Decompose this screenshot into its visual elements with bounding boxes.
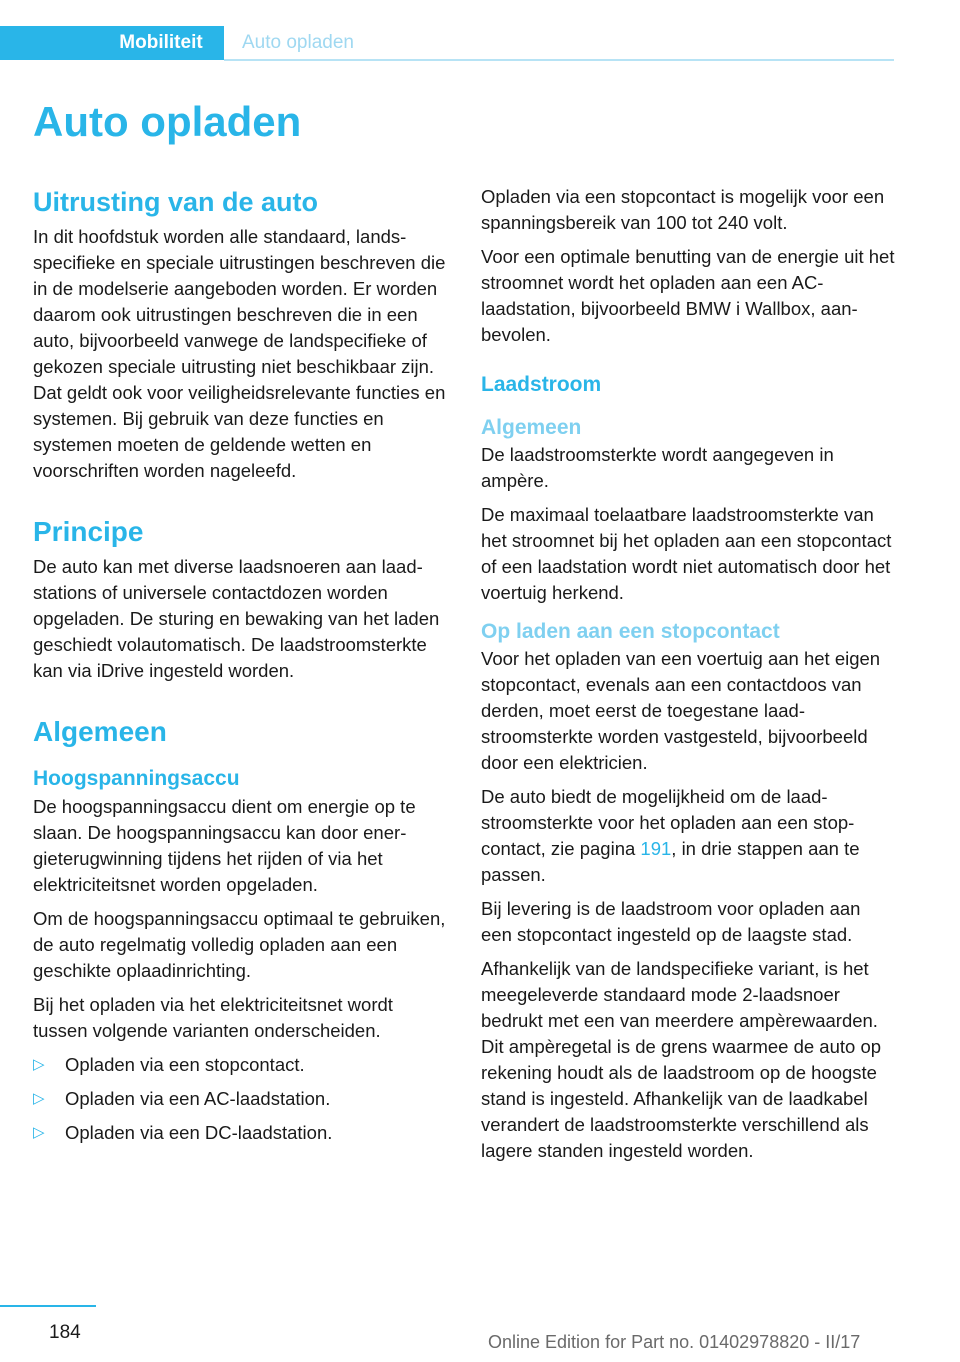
right-column xyxy=(481,184,895,1172)
header-tab-bar xyxy=(0,26,894,60)
heading-algemeen-laadstroom: Algemeen xyxy=(481,416,582,439)
heading-uitrusting: Uitrusting van de auto xyxy=(33,187,319,217)
bullet-triangle-icon: ▷ xyxy=(33,1090,45,1107)
heading-laadstroom: Laadstroom xyxy=(481,373,602,396)
charging-variants-list xyxy=(33,1052,447,1146)
heading-algemeen: Algemeen xyxy=(33,716,167,747)
paragraph-stopcontact-voltage: Opladen via een stopcontact is mogelijk voor een spanningsbereik van 100 tot 240 volt. xyxy=(481,186,885,233)
bullet-triangle-icon: ▷ xyxy=(33,1056,45,1073)
paragraph-hv-2: Om de hoogspanningsaccu optimaal te gebruiken, de auto regelmatig volledig opladen aan een geschikte oplaadinrichting. xyxy=(33,908,446,981)
paragraph-drie-stappen-post: , in drie stappen aan te passen. xyxy=(481,838,860,885)
paragraph-laadstroomsterkte: De laadstroomsterkte wordt aangegeven in ampère. xyxy=(481,444,834,491)
bullet-triangle-icon: ▷ xyxy=(33,1124,45,1141)
heading-principe: Principe xyxy=(33,516,144,547)
page-link-191[interactable]: 191 xyxy=(640,838,672,859)
tab-mobiliteit[interactable]: Mobiliteit xyxy=(98,26,224,60)
footer-accent-line xyxy=(0,1305,96,1307)
paragraph-principe: De auto kan met diverse laadsnoeren aan laadstations of universele contactdozen worden opgeladen. De sturing en bewaking van het laden geschiedt volautomatisch. De laadstroomsterkte kan via iDrive ingesteld worden. xyxy=(33,556,440,681)
list-item xyxy=(33,1086,447,1112)
paragraph-uitrusting: In dit hoofdstuk worden alle standaard, landsspecifieke en speciale uitrustingen beschreven die in de modelserie aangeboden worden. Er worden daarom ook uitrustingen beschreven die in een auto, bijvoorbeeld vanwege de landspecifieke of gekozen speciale uitrusting niet beschikbaar zijn. Dat geldt ook voor veiligheidsrelevante functies en systemen. Bij gebruik van deze functies en systemen moeten de geldende wetten en voorschriften worden nageleefd. xyxy=(33,226,446,481)
paragraph-drie-stappen-pre: De auto biedt de mogelijkheid om de laadstroomsterkte voor het opladen aan een stopcontact, zie pagina xyxy=(481,786,855,859)
heading-hoogspanningsaccu: Hoogspanningsaccu xyxy=(33,767,240,790)
header-accent-block xyxy=(0,26,98,60)
list-item xyxy=(33,1052,447,1078)
paragraph-hv-3: Bij het opladen via het elektriciteitsnet wordt tussen volgende varianten onderscheiden. xyxy=(33,994,393,1041)
list-item xyxy=(33,1120,447,1146)
page-title: Auto opladen xyxy=(33,98,302,145)
list-item-text: Opladen via een DC-laadstation. xyxy=(65,1122,333,1143)
paragraph-drie-stappen xyxy=(481,784,895,888)
edition-watermark: Online Edition for Part no. 01402978820 - II/17 xyxy=(488,1332,861,1352)
list-item-text: Opladen via een AC-laadstation. xyxy=(65,1088,331,1109)
paragraph-levering: Bij levering is de laadstroom voor opladen aan een stopcontact ingesteld op de laagste stad. xyxy=(481,898,861,945)
paragraph-laadsnoer: Afhankelijk van de landspecifieke variant, is het meegeleverde standaard mode 2-laadsnoer bedrukt met een van meerdere ampèrewaarden. Dit ampèregetal is de grens waarmee de auto op rekening houdt als de laadstroom op de hoogste stand is ingesteld. Afhankelijk van de laadkabel verandert de laadstroomsterkte verschillend als lagere standen ingesteld worden. xyxy=(481,958,882,1161)
heading-opladen-stopcontact: Op laden aan een stopcontact xyxy=(481,620,780,643)
tab-auto-opladen[interactable]: Auto opladen xyxy=(242,32,354,53)
list-item-text: Opladen via een stopcontact. xyxy=(65,1054,305,1075)
page-number: 184 xyxy=(49,1322,81,1343)
paragraph-hv-1: De hoogspanningsaccu dient om energie op te slaan. De hoogspanningsaccu kan door energieterugwinning tijdens het rijden of via het elektriciteitsnet worden opgeladen. xyxy=(33,796,416,895)
paragraph-ac-laadstation: Voor een optimale benutting van de energie uit het stroomnet wordt het opladen aan een AC-laadstation, bijvoorbeeld BMW i Wallbox, aanbevolen. xyxy=(481,246,895,345)
left-column xyxy=(33,184,447,1154)
paragraph-eigen-stopcontact: Voor het opladen van een voertuig aan het eigen stopcontact, evenals aan een contactdoos van derden, moet eerst de toegestane laadstroomsterkte worden vastgesteld, bijvoorbeeld door een elektricien. xyxy=(481,648,881,773)
paragraph-max-laadstroom: De maximaal toelaatbare laadstroomsterkte van het stroomnet bij het opladen aan een stopcontact of een laadstation wordt niet automatisch door het voertuig herkend. xyxy=(481,504,892,603)
